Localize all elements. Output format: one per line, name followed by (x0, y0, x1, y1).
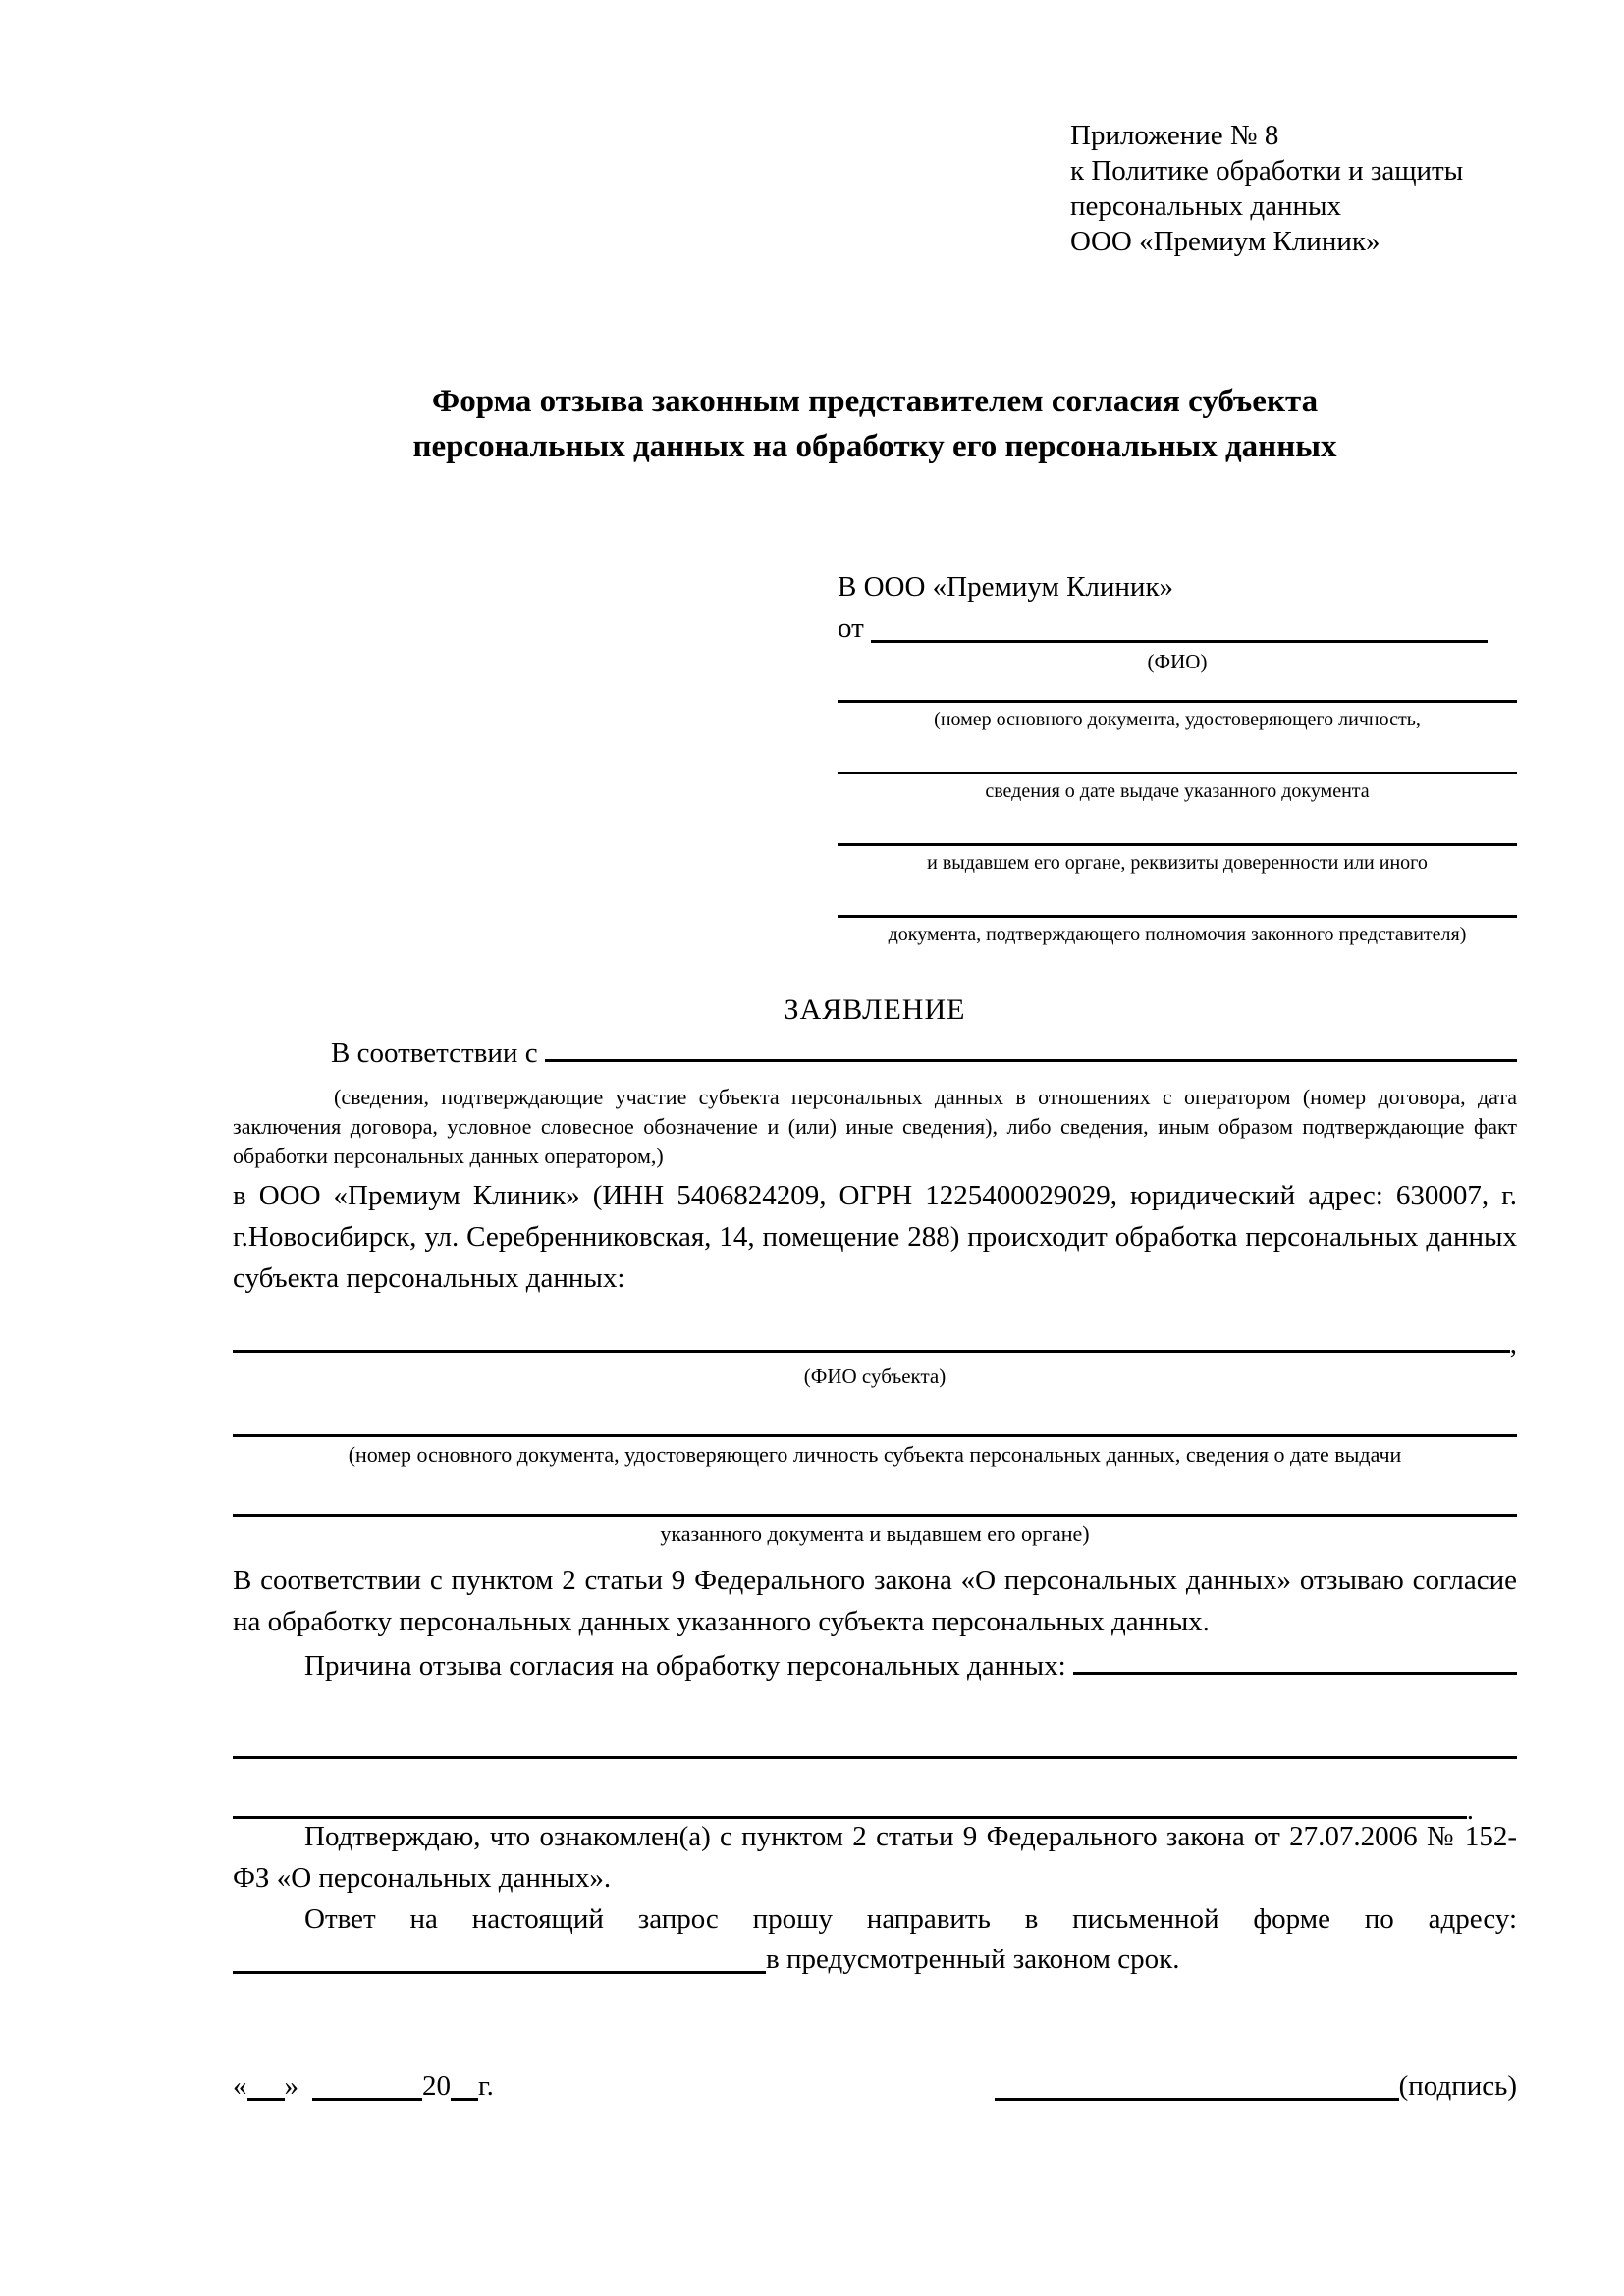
reason-label: Причина отзыва согласия на обработку персональных данных: (304, 1650, 1066, 1682)
accordance-prefix: В соответствии с (331, 1038, 538, 1069)
addressee-block (838, 567, 1517, 947)
reply-address-row (233, 1944, 1517, 1976)
subject-line-comma: , (1509, 1328, 1517, 1360)
address-blank-line (233, 1967, 766, 1974)
blank-line (233, 1514, 1517, 1517)
reason-blank-line (1073, 1668, 1517, 1675)
open-quote: « (233, 2070, 247, 2102)
subject-fio-caption: (ФИО субъекта) (803, 1364, 947, 1388)
subject-document-caption-2: указанного документа и выдавшем его органе) (660, 1522, 1090, 1546)
reason-blank-line-3 (233, 1794, 1517, 1826)
subject-document-caption: (номер основного документа, удостоверяющего личность субъекта персональных данных, сведения о дате выдачи (348, 1442, 1402, 1467)
blank-line (838, 843, 1517, 846)
year-suffix: г. (478, 2070, 494, 2102)
subject-fio-row (233, 1328, 1517, 1362)
accordance-row (233, 1038, 1517, 1081)
statement-heading: ЗАЯВЛЕНИЕ (784, 993, 966, 1026)
sentence-period: . (1466, 1794, 1474, 1826)
title-line: персональных данных на обработку его персональных данных (412, 429, 1337, 464)
blank-line (838, 772, 1517, 774)
field-caption: (номер основного документа, удостоверяющего личность, (934, 709, 1421, 730)
fio-caption: (ФИО) (1147, 650, 1208, 673)
confirm-paragraph: Подтверждаю, что ознакомлен(а) с пунктом 2 статьи 9 Федерального закона от 27.07.2006 № 152-ФЗ «О персональных данных». (233, 1821, 1517, 1894)
reply-suffix: в предусмотренный законом срок. (766, 1944, 1180, 1975)
reason-blank-line-2 (233, 1756, 1517, 1759)
signature-caption: (подпись) (1398, 2070, 1517, 2102)
withdraw-paragraph: В соответствии с пунктом 2 статьи 9 Федерального закона «О персональных данных» отзываю согласие на обработку персональных данных указанного субъекта персональных данных. (233, 1565, 1517, 1637)
document-content (233, 0, 1517, 2103)
title-line: Форма отзыва законным представителем согласия субъекта (431, 384, 1319, 419)
fio-blank-line (871, 636, 1488, 643)
document-number-field (838, 700, 1517, 732)
year-prefix: 20 (422, 2070, 451, 2102)
document-title (233, 379, 1517, 469)
relationship-fine-print: (сведения, подтверждающие участие субъекта персональных данных в отношениях с оператором (номер договора, дата заключения договора, условное словесное обозначение и (или) иные сведения), либо сведения, иным образом подтверждающие факт обработки персональных данных оператором,) (233, 1085, 1517, 1168)
appendix-line: к Политике обработки и защиты (1070, 155, 1464, 187)
blank-line (838, 700, 1517, 703)
signature-blank-line (995, 2094, 1399, 2101)
appendix-line: персональных данных (1070, 190, 1342, 222)
addressee-to: В ООО «Премиум Клиник» (838, 571, 1174, 603)
appendix-line: Приложение № 8 (1070, 120, 1279, 151)
signature-field (995, 2070, 1517, 2103)
subject-fio-blank-line (233, 1346, 1510, 1353)
operator-paragraph: в ООО «Премиум Клиник» (ИНН 5406824209, ОГРН 1225400029029, юридический адрес: 630007, г. г.Новосибирск, ул. Серебренниковская, 14, помещение 288) происходит обработка персональных данных субъекта персональных данных: (233, 1180, 1517, 1294)
from-label: от (838, 613, 864, 644)
field-caption: документа, подтверждающего полномочия законного представителя) (888, 924, 1467, 945)
issue-date-field (838, 772, 1517, 804)
field-caption: и выдавшем его органе, реквизиты доверенности или иного (927, 852, 1428, 874)
accordance-blank-line (545, 1055, 1517, 1062)
footer-row (233, 2070, 1517, 2103)
reason-row (233, 1650, 1517, 1693)
blank-line (233, 1434, 1517, 1437)
reply-request-line: Ответ на настоящий запрос прошу направить в письменной форме по адресу: (304, 1903, 1517, 1935)
subject-document-field (233, 1434, 1517, 1468)
blank-line (838, 915, 1517, 918)
field-caption: сведения о дате выдаче указанного документа (985, 780, 1370, 802)
subject-document-field-2 (233, 1514, 1517, 1548)
day-blank-line (247, 2094, 285, 2101)
appendix-line: ООО «Премиум Клиник» (1070, 226, 1380, 257)
appendix-block (1070, 118, 1517, 259)
year-blank-line (451, 2094, 478, 2101)
issuing-authority-field (838, 843, 1517, 876)
representative-authority-field (838, 915, 1517, 947)
addressee-from-row (838, 613, 1517, 645)
date-field (233, 2070, 494, 2103)
close-quote: » (284, 2070, 298, 2102)
month-blank-line (312, 2094, 422, 2101)
